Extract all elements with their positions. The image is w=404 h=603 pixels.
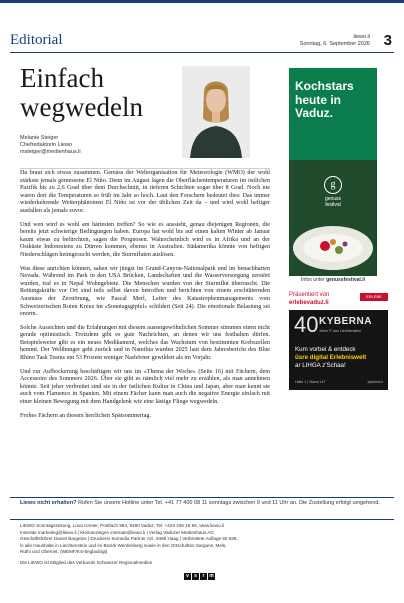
delivery-note: Liewo nicht erhalten? Rufen Sie unsere Hotline unter Tel. +41 77 400 08 11 sonntags zwischen 9 und 11 Uhr an. Die Zustellung erfolgt umgehend. bbox=[20, 500, 381, 506]
article-divider bbox=[20, 168, 270, 169]
imprint: LIEWO Sonntagszeitung, Lova Center, Postfach 884, 9490 Vaduz, Tel. +423 236 16 96, www.liewo.li Inserate marketing@liewo.li | Kleinanzeigen inserate@liewo.li | Verlag Vaduzer Medienhaus AG Geschäftsführer Daniel Bargetze | Druckerei Somedia Partner AG, 9469 Haag | Verbreitete Auflage 50 636, in alle Haushalte in Liechtenstein und im Bezirk Werdenberg sowie in den Ortschaften Sargans, Mels, Rüthi und Oberriet. (WEMF/KS-beglaubigt) Die LIEWO ist Mitglied des Verbands Schweizer Regionalmedien bbox=[20, 523, 395, 567]
kyberna-brand: KYBERNA bbox=[319, 316, 372, 327]
article-title: Einfach wegwedeln bbox=[20, 63, 143, 122]
genussfestival-ad[interactable] bbox=[289, 68, 377, 276]
header-rule bbox=[10, 52, 394, 53]
erlebe-logo: ERLEBE bbox=[360, 293, 388, 301]
author-email[interactable]: msteiger@medienhaus.li bbox=[20, 149, 81, 155]
anniversary-number: 40 bbox=[294, 312, 319, 337]
kyberna-message: Kum vorbei & entdeck üsre digital Erlebniswelt ar LIHGA z'Schaa! bbox=[295, 346, 367, 369]
vsrm-logo: v s r m bbox=[184, 573, 215, 580]
issue-date: Sonntag, 6. September 2026 bbox=[299, 41, 370, 47]
imprint-rule bbox=[10, 519, 394, 520]
paragraph: Was diese anrichten können, sahen wir jüngst im Grand-Canyon-Nationalpark und im benachbarten Nevada. Während im Park in den USA Brücken, Landschaften und die Wasserversorgung zerstört wurden, traf es in Nepal Wohngebiete. Die Menschen wurden von der Sturmflut überrascht. Die Rettungskräfte vor Ort sind teils selbst davon betroffen und berichten von einem erschütternden Ausmass der Zerstörung, wie Pascal Merl, Leiter des Katastrophenmanagements vom Schweizerischen Roten Kreuz im «Sonntagsgipfel» schildert (Seit 24). Die emotionale Belastung sei enorm. bbox=[20, 265, 270, 318]
paragraph: Solche Aussichten und die Erfahrungen mit diesem aussergewöhnlichen Sommer stimmen einen nicht gerade optimistisch. Trotzdem gibt es gute Nachrichten, an denen wir uns festhalten dürfen. Beispielsweise gibt es ein neues Medikament, welches das Wachstum von bestimmten Krebszellen hemmt. Der Welthunger geht zurück und in Namibia wurden 2025 laut dem Jahresbericht des Blue Rhino Task Teams um 53 Prozent weniger Nashörner gewildert als im Vorjahr. bbox=[20, 324, 270, 362]
author-info bbox=[20, 135, 81, 156]
header-top-rule bbox=[0, 0, 404, 3]
page-header bbox=[0, 0, 404, 54]
ad-headline: Kochstars heute in Vaduz. bbox=[295, 79, 354, 120]
author-portrait-image bbox=[182, 66, 250, 158]
festival-url-link[interactable]: genussfestival.li bbox=[326, 277, 365, 283]
kyberna-footer: Halle 1 | Stand 147 kyberna.li bbox=[295, 380, 383, 384]
footer-rule bbox=[10, 497, 394, 498]
paragraph: Und wen wird es wohl am härtesten treffen? So wie es aussieht, genau diejenigen Regionen, die bereits jetzt schwierige Bedingungen haben. Europa hat wohl bis auf einen kalten Winter ab Januar kaum etwas zu befürchten, sagen die Prognosen. Wahrscheinlich wird es in Afrika und an der Ostküste Indonesiens zu Dürren kommen, ebenso in Australien. Südamerika könnte von heftigen Niederschlägen heimgesucht werden, die Sturmfluten auslösen. bbox=[20, 221, 270, 258]
kyberna-ad[interactable] bbox=[289, 310, 388, 390]
author-name: Melanie Steiger bbox=[20, 135, 59, 141]
publication-name: liewo.li bbox=[353, 34, 370, 40]
paragraph: Und zur Aufbockerung beschäftigen wir uns im «Thema der Woche» (Seite 16) mit Fächern, dem Accessoire des Sommers 2026. Über sie gibt es nämlich viel mehr zu erzählen, als man annehmen könnte. Seit jeher verbreitet sind sie in der östlichen Kultur in China und Japan, aber man kennt sie auch vom Flamenco in Spanien. Mit einem Fächer kann man auch die negative Energie einfach mit einer kleinen Bewegung mit dem Handgelenk wie eine lästige Fliege wegwedeln. bbox=[20, 368, 270, 406]
paragraph: Frohes Fächern an diesem herrlichen Spätsommertag. bbox=[20, 412, 151, 419]
ad-headline-block bbox=[289, 68, 377, 160]
kyberna-subtitle: Jahre IT aus Liechtenstein bbox=[319, 329, 362, 333]
sponsor-link[interactable]: erlebevaduz.li bbox=[289, 299, 329, 306]
page-number: 3 bbox=[383, 32, 392, 49]
section-title: Editorial bbox=[10, 32, 63, 48]
article-body bbox=[20, 170, 270, 426]
author-photo bbox=[182, 66, 250, 158]
header-meta bbox=[300, 34, 370, 48]
genuss-logo-icon: g bbox=[324, 176, 342, 194]
festival-logo: g genuss festival bbox=[311, 176, 355, 208]
kyberna-link[interactable]: kyberna.li bbox=[367, 380, 383, 384]
author-role: Chefredaktorin Liewo bbox=[20, 142, 72, 148]
ad-info-line: Infos unter genussfestival.li bbox=[301, 277, 365, 283]
paragraph: Da braut sich etwas zusammen. Gemäss der Weltorganisation für Meteorologie (WMO) der wohl stärkste jemals gemessene El Niño. Denn im August lagen die Oberflächentemperaturen im östlichen Pazifik bis zu 2,6 Grad über dem Durchschnitt, in tieferen Schichten sogar über 8 Grad. Noch nie waren dort die Temperaturen so früh im Jahr so hoch. Laut den Forschern bedeutet dies: Das immer wiederkehrende Wetterphänomen El Niño ist vor der üblichen Zeit da – und wird wohl heftiger ausfallen als jemals zuvor. bbox=[20, 170, 270, 214]
member-note: Die LIEWO ist Mitglied des Verbands Schweizer Regionalmedien bbox=[20, 559, 153, 565]
presented-by: Präsentiert von erlebevaduz.li bbox=[289, 292, 330, 306]
